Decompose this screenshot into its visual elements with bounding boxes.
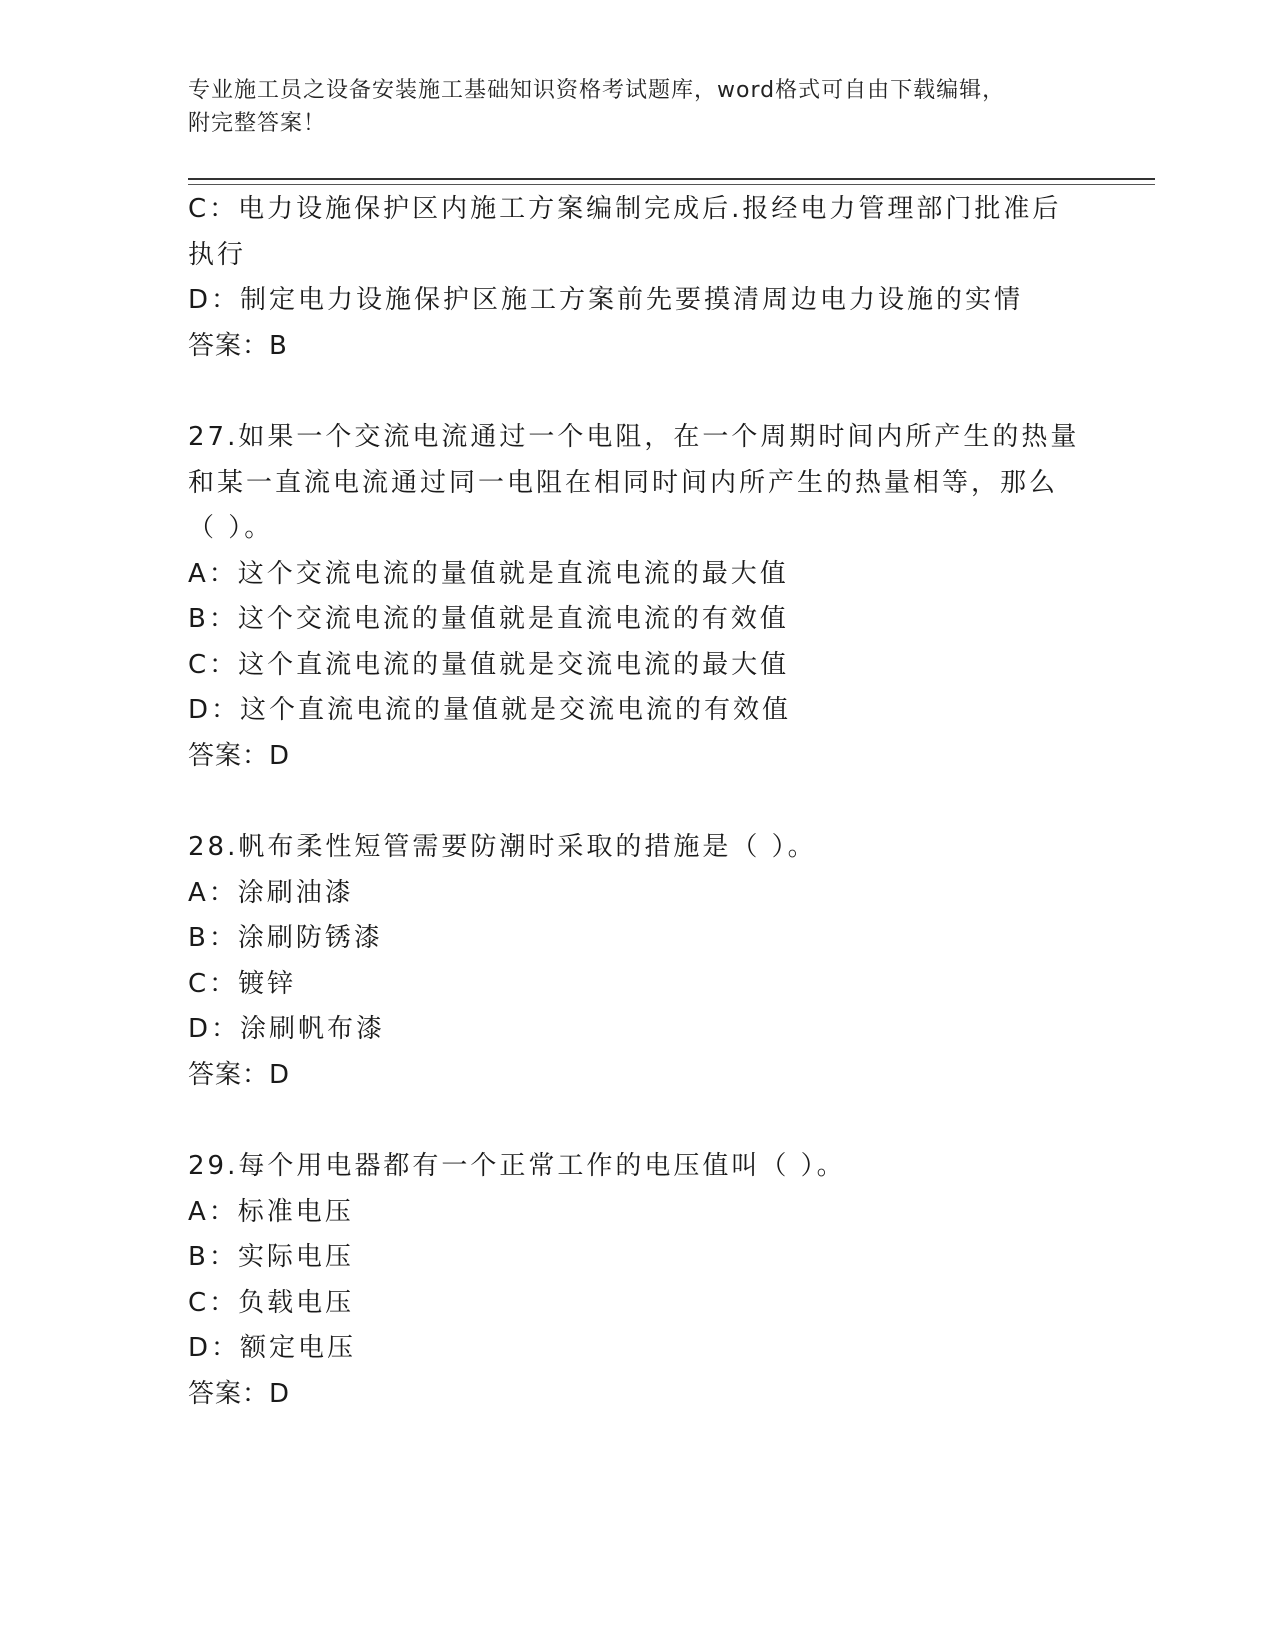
header-divider (188, 178, 1155, 185)
question-stem: 27.如果一个交流电流通过一个电阻，在一个周期时间内所产生的热量 (188, 422, 1080, 452)
option-c: C：这个直流电流的量值就是交流电流的最大值 (188, 649, 790, 680)
option-a: A：涂刷油漆 (188, 877, 354, 908)
question-stem: （ ）。 (188, 513, 274, 543)
option-d: D：这个直流电流的量值就是交流电流的有效值 (188, 695, 792, 725)
document-header (188, 74, 1068, 140)
option-d: D：额定电压 (188, 1333, 357, 1363)
question-28 (188, 825, 1088, 1098)
option-b: B：这个交流电流的量值就是直流电流的有效值 (188, 604, 789, 634)
option-d: D：涂刷帆布漆 (188, 1014, 386, 1044)
option-a: A：这个交流电流的量值就是直流电流的最大值 (188, 558, 789, 589)
header-rule-thin (188, 184, 1155, 185)
option-c-continued: 执行 (188, 239, 247, 270)
question-stem: 和某一直流电流通过同一电阻在相同时间内所产生的热量相等，那么 (188, 467, 1059, 498)
header-line-1: 专业施工员之设备安装施工基础知识资格考试题库，word格式可自由下载编辑， (188, 78, 1006, 103)
question-content (188, 187, 1088, 1417)
option-d: D：制定电力设施保护区施工方案前先要摸清周边电力设施的实情 (188, 285, 1024, 315)
answer: 答案：D (188, 1059, 291, 1090)
option-b: B：涂刷防锈漆 (188, 923, 383, 953)
option-c: C：镀锌 (188, 968, 297, 999)
header-rule-thick (188, 178, 1155, 180)
header-line-2: 附完整答案！ (188, 111, 327, 136)
option-b: B：实际电压 (188, 1242, 354, 1272)
question-29 (188, 1144, 1088, 1417)
answer: 答案：D (188, 1378, 291, 1409)
option-c: C：负载电压 (188, 1287, 355, 1318)
option-c: C：电力设施保护区内施工方案编制完成后.报经电力管理部门批准后 (188, 194, 1062, 224)
question-stem: 28.帆布柔性短管需要防潮时采取的措施是（ ）。 (188, 832, 817, 862)
question-stem: 29.每个用电器都有一个正常工作的电压值叫（ ）。 (188, 1151, 846, 1181)
option-a: A：标准电压 (188, 1196, 354, 1227)
question-27 (188, 415, 1088, 779)
answer: 答案：B (188, 330, 288, 361)
answer: 答案：D (188, 740, 291, 771)
